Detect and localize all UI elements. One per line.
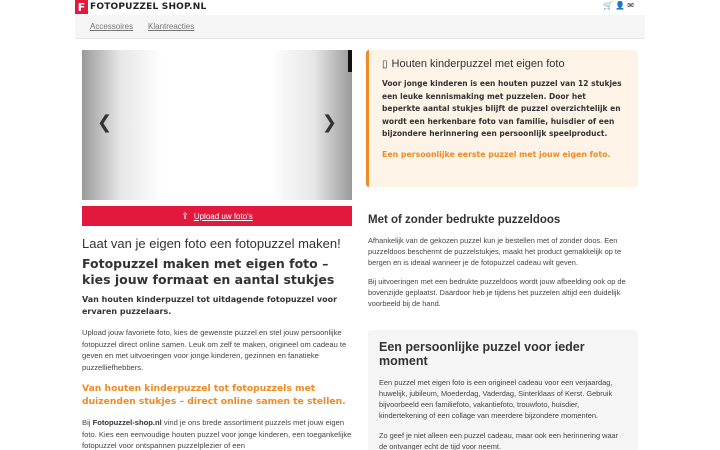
callout-text: Voor jonge kinderen is een houten puzzel van 12 stukjes een leuke kennismaking met puzzelen. Door het beperkte aantal stukjes blijft de puzzel overzichtelijk en wordt een herkenbare foto van familie, huisdier of een bijzondere herinnering een persoonlijk speelproduct. [382, 79, 622, 138]
upload-photo-button[interactable] [82, 206, 352, 226]
kids-puzzle-callout [366, 50, 638, 187]
nav-item-accessoires[interactable]: Accessoires [90, 22, 134, 31]
page-heading: Laat van je eigen foto een fotopuzzel maken! [82, 236, 341, 251]
section-paragraph-2: Bij uitvoeringen met een bedrukte puzzeldoos wordt jouw afbeelding ook op de bovenzijde geplaatst. Daardoor heb je tijdens het puzzelen altijd een duidelijk voorbeeld bij de hand. [368, 277, 626, 308]
upload-photo-label: Upload uw foto's [193, 211, 253, 221]
navbar [75, 15, 645, 39]
body-paragraph [82, 417, 357, 450]
puzzle-icon: ▯ [382, 58, 388, 70]
top-bar [0, 0, 720, 14]
nav-item-klantreacties[interactable]: Klantreacties [148, 22, 195, 31]
cart-icon[interactable]: 🛒 [603, 1, 614, 10]
callout-title-text: Houten kinderpuzzel met eigen foto [391, 58, 565, 70]
callout-highlight: Een persoonlijke eerste puzzel met jouw eigen foto. [382, 149, 611, 159]
box-title: Een persoonlijke puzzel voor ieder moment [379, 340, 585, 368]
callout-title [382, 58, 626, 70]
upload-icon: ⇪ [181, 210, 189, 221]
gift-moment-box [368, 330, 638, 450]
box-paragraph-2: Zo geef je niet alleen een puzzel cadeau, maar ook een herinnering waar de ontvanger echt de tijd voor neemt. [379, 431, 619, 450]
section-paragraph-1: Afhankelijk van de gekozen puzzel kun je bestellen met of zonder doos. Een puzzeldoos beschermt de puzzelstukjes, maakt het product gemakkelijk op te bergen en is ideaal wanneer je de fotopuzzel cadeau wilt geven. [368, 236, 622, 267]
user-icon[interactable]: 👤 [615, 1, 626, 10]
site-logo[interactable] [75, 0, 206, 14]
carousel-prev-icon[interactable]: ❮ [97, 112, 113, 133]
body-rest: vind je ons brede assortiment puzzels met jouw eigen foto. Kies een eenvoudige houten puzzel voor jonge kinderen, een toegankelijke fotopuzzel voor ontspannen puzzelplezier of een [82, 418, 352, 450]
carousel-next-icon[interactable]: ❯ [321, 112, 337, 133]
left-content [82, 236, 357, 450]
carousel-slide-edge [348, 50, 352, 72]
mail-icon[interactable]: ✉ [627, 1, 634, 10]
brand-name: Fotopuzzel-shop.nl [92, 418, 162, 427]
body-prefix: Bij [82, 418, 93, 427]
intro-paragraph: Upload jouw favoriete foto, kies de gewenste puzzel en stel jouw persoonlijke fotopuzzel direct online samen. Leuk om zelf te maken, origineel om cadeau te geven en met uitvoeringen voor jonge kinderen, gezinnen en fanatieke puzzelliefhebbers. [82, 328, 347, 372]
page-subtitle: Van houten kinderpuzzel tot uitdagende fotopuzzel voor ervaren puzzelaars. [82, 295, 338, 316]
box-paragraph-1: Een puzzel met eigen foto is een origineel cadeau voor een verjaardag, huwelijk, jubileum, Moederdag, Vaderdag, Sinterklaas of Kerst. Gebruik bijvoorbeeld een familiefoto, vakantiefoto, trouwfoto, huisdier, kindertekening of een collage van meerdere bijzondere momenten. [379, 378, 613, 420]
image-carousel[interactable] [82, 50, 352, 200]
logo-mark: F [75, 0, 88, 14]
header-icons [603, 1, 634, 10]
page-title: Fotopuzzel maken met eigen foto – kies jouw formaat en aantal stukjes [82, 256, 335, 287]
puzzle-box-section [368, 213, 640, 309]
section-title: Met of zonder bedrukte puzzeldoos [368, 214, 561, 226]
logo-text: FOTOPUZZEL SHOP.NL [90, 2, 207, 12]
highlight-heading: Van houten kinderpuzzel tot fotopuzzels met duizenden stukjes – direct online samen te stellen. [82, 383, 346, 407]
